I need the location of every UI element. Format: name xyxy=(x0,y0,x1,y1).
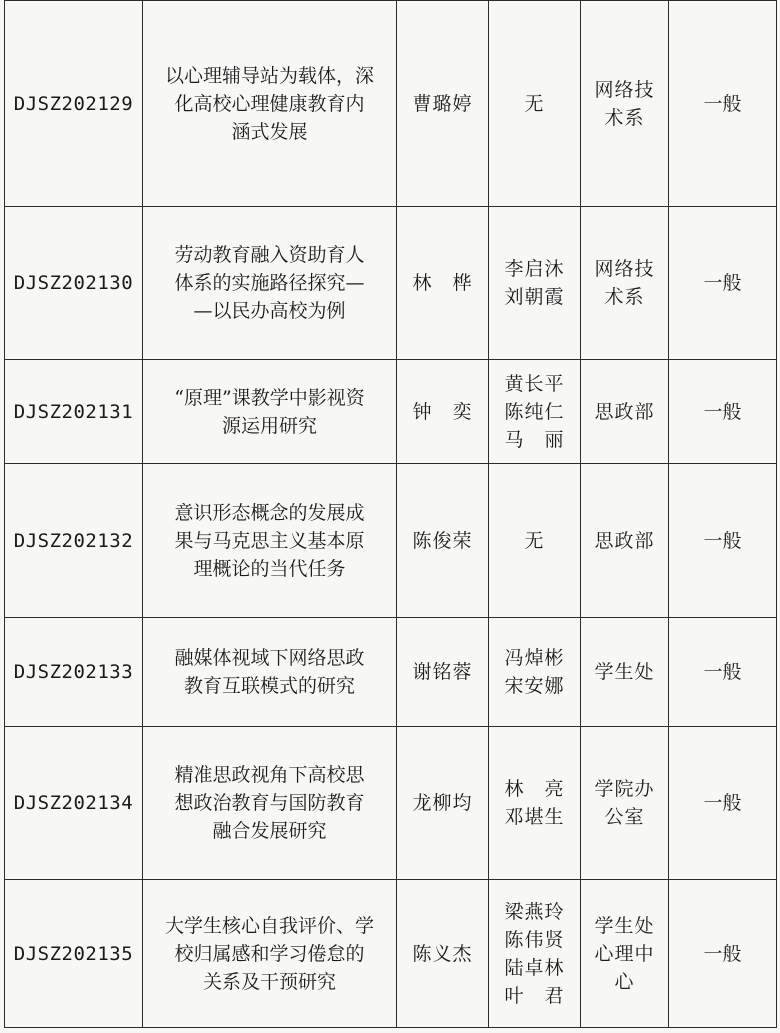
project-department: 学生处 心理中 心 xyxy=(594,914,655,993)
project-department: 思政部 xyxy=(594,400,655,423)
project-members: 无 xyxy=(524,92,545,115)
project-code: DJSZ202132 xyxy=(5,464,143,618)
project-title: 意识形态概念的发展成 果与马克思主义基本原 理概论的当代任务 xyxy=(174,501,365,580)
project-level: 一般 xyxy=(669,727,777,880)
project-code: DJSZ202135 xyxy=(5,880,143,1028)
table-row xyxy=(5,464,777,618)
project-leader: 钟 奕 xyxy=(412,400,473,423)
project-level: 一般 xyxy=(669,1,777,207)
project-title: “原理”课教学中影视资 源运用研究 xyxy=(174,386,365,437)
project-code: DJSZ202130 xyxy=(5,207,143,360)
project-department: 网络技 术系 xyxy=(594,78,655,129)
table-row xyxy=(5,618,777,727)
project-level: 一般 xyxy=(669,207,777,360)
table-row xyxy=(5,360,777,464)
project-members: 李启沐 刘朝霞 xyxy=(504,258,565,308)
project-leader: 陈俊荣 xyxy=(412,529,473,552)
project-leader: 林 桦 xyxy=(412,272,473,294)
project-members: 梁燕玲 陈伟贤 陆卓林 叶 君 xyxy=(504,900,565,1007)
table-row xyxy=(5,207,777,360)
project-code: DJSZ202129 xyxy=(5,1,143,207)
project-leader: 龙柳均 xyxy=(412,792,473,814)
project-title: 融媒体视域下网络思政 教育互联模式的研究 xyxy=(174,647,365,697)
project-table xyxy=(4,0,777,1028)
project-title: 精准思政视角下高校思 想政治教育与国防教育 融合发展研究 xyxy=(174,764,365,842)
project-level: 一般 xyxy=(669,464,777,618)
project-department: 网络技 术系 xyxy=(594,258,655,308)
table-row xyxy=(5,1,777,207)
project-code: DJSZ202131 xyxy=(5,360,143,464)
project-members: 冯焯彬 宋安娜 xyxy=(504,647,565,697)
project-members: 林 亮 邓堪生 xyxy=(504,778,565,828)
table-row xyxy=(5,727,777,880)
project-department: 学院办 公室 xyxy=(594,778,655,828)
project-title: 劳动教育融入资助育人 体系的实施路径探究— —以民办高校为例 xyxy=(174,244,365,322)
project-level: 一般 xyxy=(669,880,777,1028)
project-leader: 曹璐婷 xyxy=(412,92,473,115)
project-title: 大学生核心自我评价、学 校归属感和学习倦怠的 关系及干预研究 xyxy=(164,914,374,993)
project-code: DJSZ202134 xyxy=(5,727,143,880)
project-title: 以心理辅导站为载体，深 化高校心理健康教育内 涵式发展 xyxy=(164,64,374,143)
project-level: 一般 xyxy=(669,618,777,727)
project-members: 无 xyxy=(524,529,545,552)
project-code: DJSZ202133 xyxy=(5,618,143,727)
project-members: 黄长平 陈纯仁 马 丽 xyxy=(504,372,565,451)
project-department: 思政部 xyxy=(594,529,655,552)
project-leader: 陈义杰 xyxy=(412,942,473,965)
table-row xyxy=(5,880,777,1028)
project-department: 学生处 xyxy=(594,661,655,683)
project-level: 一般 xyxy=(669,360,777,464)
project-leader: 谢铭蓉 xyxy=(412,661,473,683)
